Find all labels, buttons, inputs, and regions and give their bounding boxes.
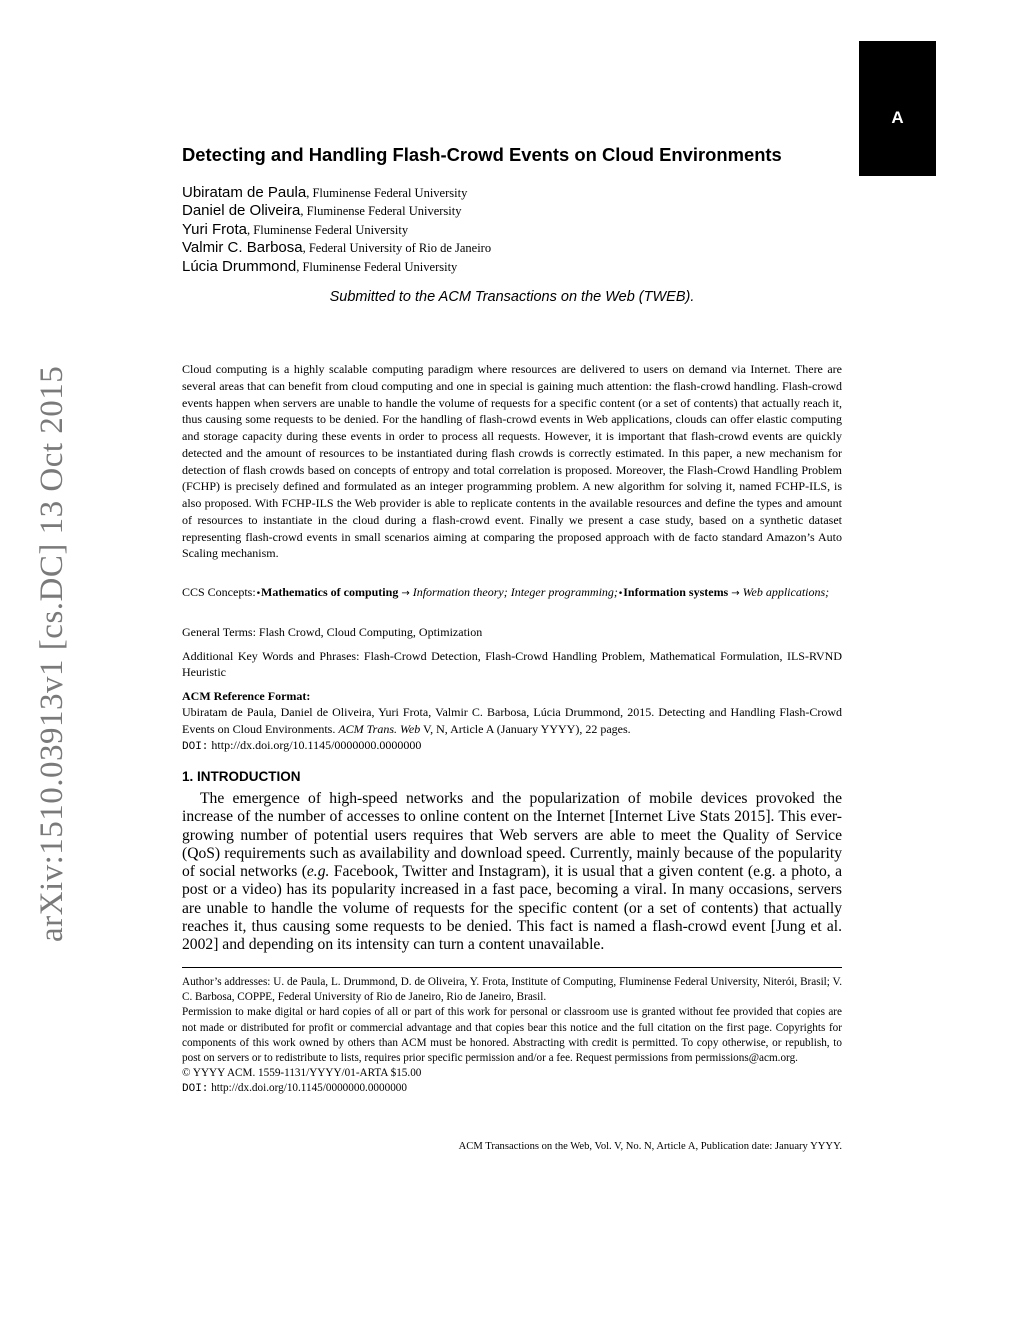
keywords: Additional Key Words and Phrases: Flash-Crowd Detection, Flash-Crowd Handling Problem, Mathematical Formulation, ILS-RVND Heuristic [182, 649, 842, 680]
acm-reference-citation: Ubiratam de Paula, Daniel de Oliveira, Yuri Frota, Valmir C. Barbosa, Lúcia Drummond, 2015. Detecting and Handling Flash-Crowd Events on Cloud Environments. [182, 705, 842, 736]
doi-link[interactable]: http://dx.doi.org/10.1145/0000000.0000000 [208, 1082, 407, 1095]
ccs-concept-1: Mathematics of computing [261, 585, 399, 599]
intro-paragraph [182, 790, 842, 955]
author-affiliation: , Fluminense Federal University [300, 204, 462, 219]
author-entry [182, 239, 491, 257]
doi-label: DOI: [182, 741, 209, 754]
acm-reference-format [182, 688, 842, 756]
arrow-right-icon: → [401, 588, 410, 599]
intro-text-2: Facebook, Twitter and Instagram), it is usual that a given content (e.g. a photo, a post or a video) has its popularity increased in a fast pace, becoming a viral. In many occasions, servers are unable to handle the volume of requests for the specific content (or a set of contents) that actually reaches it, thus causing some requests to be denied. This fact is named a flash-crowd event [Jung et al. 2002] and depending on its intensity can turn a content unavailable. [182, 863, 843, 954]
author-entry [182, 258, 491, 276]
general-terms: General Terms: Flash Crowd, Cloud Computing, Optimization [182, 625, 483, 639]
copyright-line: © YYYY ACM. 1559-1131/YYYY/01-ARTA $15.00 [182, 1067, 422, 1080]
ccs-subconcept-2: Web applications; [742, 585, 830, 599]
author-affiliation: , Fluminense Federal University [296, 259, 458, 274]
ccs-concepts [182, 584, 842, 602]
intro-text-1: The emergence of high-speed networks and the popularization of mobile devices provoked the increase of the number of accesses to online content on the Internet [Internet Live Stats 2015]. This ever-growing number of potential users requires that Web servers are able to meet the Quality of Service (QoS) requirements such as availability and download speed. Currently, mainly because of the popularity of social networks ( [182, 790, 842, 881]
submission-note: Submitted to the ACM Transactions on the Web (TWEB). [329, 289, 695, 305]
arrow-right-icon: → [731, 588, 740, 599]
author-name: Valmir C. Barbosa [182, 239, 303, 257]
doi-link[interactable]: http://dx.doi.org/10.1145/0000000.0000000 [208, 738, 422, 753]
journal-name: ACM Trans. Web [338, 721, 421, 736]
author-affiliation: , Fluminense Federal University [306, 186, 468, 200]
arxiv-stamp: arXiv:1510.03913v1 [cs.DC] 13 Oct 2015 [34, 365, 70, 942]
acm-reference-doi [182, 737, 842, 755]
article-tab-label: A [891, 108, 904, 127]
permission-notice: Permission to make digital or hard copies of all or part of this work for personal or classroom use is granted without fee provided that copies are not made or distributed for profit or commercial advantage and that copies bear this notice and the full citation on the first page. Copyrights for components of this work owned by others than ACM must be honored. Abstracting with credit is permitted. To copy otherwise, or republish, to post on servers or to redistribute to lists, requires prior specific permission and/or a fee. Request permissions from permissions@acm.org. [182, 1006, 842, 1065]
paper-title: Detecting and Handling Flash-Crowd Events on Cloud Environments [182, 144, 782, 165]
acm-reference-heading: ACM Reference Format: [182, 689, 311, 703]
section-heading: 1. INTRODUCTION [182, 769, 301, 784]
acm-reference-volume: V, N, Article A (January YYYY), 22 pages. [420, 721, 631, 736]
article-tab [859, 41, 936, 176]
bullet-icon: • [617, 589, 624, 599]
bullet-icon: • [255, 589, 261, 599]
intro-eg: e.g. [306, 863, 330, 881]
abstract: Cloud computing is a highly scalable computing paradigm where resources are delivered to users on demand via Internet. There are several areas that can benefit from cloud computing and one in special is gaining much attention: the flash-crowd handling. Flash-crowd events happen when servers are unable to handle the volume of requests for a specific content (or a set of contents) that actually reach it, thus causing some requests to be denied. For the handling of flash-crowd events in Web applications, clouds can offer elastic computing and storage capacity during these events in order to process all requests. However, it is important that flash-crowd events are quickly detected and the amount of resources to be instantiated during flash crowds is correctly estimated. In this paper, a new mechanism for detection of flash crowds based on concepts of entropy and total correlation is proposed. Moreover, the Flash-Crowd Handling Problem (FCHP) is precisely defined and formulated as an integer programming problem. A new algorithm for solving it, named FCHP-ILS, is also proposed. With FCHP-ILS the Web provider is able to replicate contents in the available resources and define the types and amount of resources to instantiate in the cloud during a flash-crowd event. Finally we present a case study, based on a synthetic dataset representing flash-crowd events in small scenarios aiming at comparing the proposed approach with de facto standard Amazon’s Auto Scaling mechanism. [182, 362, 842, 561]
author-affiliation: , Federal University of Rio de Janeiro [302, 241, 492, 256]
author-entry [182, 184, 491, 202]
doi-label: DOI: [182, 1083, 209, 1096]
ccs-subconcept-1: Information theory; Integer programming; [412, 585, 618, 599]
author-name: Yuri Frota [182, 220, 248, 238]
footnote-divider [182, 967, 842, 968]
footnotes [182, 975, 842, 1098]
author-name: Ubiratam de Paula [182, 184, 307, 201]
acm-reference-text [182, 704, 842, 737]
author-name: Lúcia Drummond [182, 257, 297, 275]
author-name: Daniel de Oliveira [182, 202, 301, 220]
author-entry [182, 221, 491, 239]
author-list [182, 184, 491, 276]
ccs-concept-2: Information systems [623, 585, 729, 599]
author-addresses: Author’s addresses: U. de Paula, L. Drummond, D. de Oliveira, Y. Frota, Institute of Computing, Fluminense Federal University, Niterói, Brasil; V. C. Barbosa, COPPE, Federal University of Rio de Janeiro, Rio de Janeiro, Brasil. [182, 976, 842, 1004]
page-footer: ACM Transactions on the Web, Vol. V, No. N, Article A, Publication date: January YYYY. [458, 1141, 842, 1152]
footnote-doi [182, 1081, 842, 1097]
ccs-label: CCS Concepts: [182, 585, 256, 599]
author-affiliation: , Fluminense Federal University [247, 222, 409, 237]
author-entry [182, 202, 491, 220]
